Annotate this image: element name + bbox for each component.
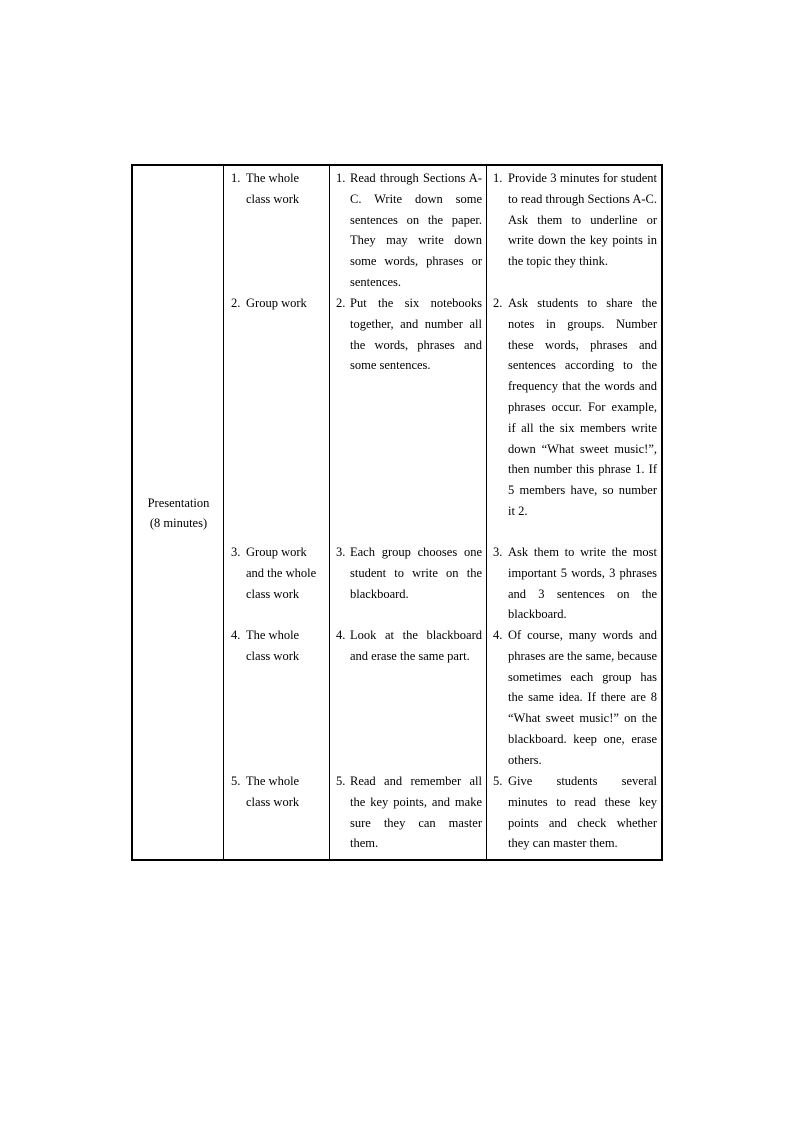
item-number: 4. xyxy=(231,628,241,642)
teacher-activity-cell xyxy=(493,168,657,272)
student-activity-text: Read and remember all the key points, and make sure they can master them. xyxy=(350,774,482,851)
student-activity-cell xyxy=(336,625,482,667)
student-activity-text: Put the six notebooks together, and number all the words, phrases and some sentences. xyxy=(350,296,482,373)
teacher-activity-cell xyxy=(493,625,657,771)
teacher-activity-cell xyxy=(493,542,657,625)
stage-duration: (8 minutes) xyxy=(149,516,208,530)
activity-mode-text: The whole class work xyxy=(246,774,300,809)
activity-mode-text: The whole class work xyxy=(246,171,300,206)
item-number: 5. xyxy=(493,774,503,788)
activity-mode-cell xyxy=(231,771,321,813)
item-number: 1. xyxy=(493,171,503,185)
item-number: 4. xyxy=(336,628,346,642)
teacher-activity-text: Give students several minutes to read these key points and check whether they can master them. xyxy=(508,774,657,851)
teacher-activity-text: Ask them to write the most important 5 words, 3 phrases and 3 sentences on the blackboard. xyxy=(508,545,657,622)
student-activity-text: Read through Sections A-C. Write down some sentences on the paper. They may write down some words, phrases or sentences. xyxy=(350,171,482,289)
teacher-activity-cell xyxy=(493,293,657,522)
student-activity-cell xyxy=(336,771,482,854)
item-number: 5. xyxy=(336,774,346,788)
item-number: 2. xyxy=(231,296,241,310)
item-number: 2. xyxy=(336,296,346,310)
activity-mode-text: Group work xyxy=(246,296,307,310)
item-number: 3. xyxy=(231,545,241,559)
activity-mode-cell xyxy=(231,625,321,667)
teacher-activity-cell xyxy=(493,771,657,854)
item-number: 3. xyxy=(336,545,346,559)
column-divider xyxy=(329,166,330,859)
activity-mode-cell xyxy=(231,293,321,314)
stage-name: Presentation xyxy=(147,496,210,510)
student-activity-text: Look at the blackboard and erase the same part. xyxy=(350,628,482,663)
activity-mode-text: The whole class work xyxy=(246,628,300,663)
lesson-plan-table xyxy=(131,164,663,861)
column-divider xyxy=(486,166,487,859)
teacher-activity-text: Of course, many words and phrases are the same, because sometimes each group has the same idea. If there are 8 “What sweet music!” on the blackboard. keep one, erase others. xyxy=(508,628,657,767)
item-number: 1. xyxy=(336,171,346,185)
item-number: 5. xyxy=(231,774,241,788)
teacher-activity-text: Provide 3 minutes for student to read through Sections A-C. Ask them to underline or write down the key points in the topic they think. xyxy=(508,171,657,269)
item-number: 4. xyxy=(493,628,503,642)
student-activity-cell xyxy=(336,293,482,376)
student-activity-cell xyxy=(336,542,482,604)
student-activity-text: Each group chooses one student to write on the blackboard. xyxy=(350,545,482,601)
activity-mode-cell xyxy=(231,168,321,210)
activity-mode-cell xyxy=(231,542,321,604)
item-number: 1. xyxy=(231,171,241,185)
item-number: 2. xyxy=(493,296,503,310)
activity-mode-text: Group work and the whole class work xyxy=(246,545,317,601)
stage-cell xyxy=(133,493,224,533)
teacher-activity-text: Ask students to share the notes in groups. Number these words, phrases and sentences according to the frequency that the words and phrases occur. For example, if all the six members write down “What sweet music!”, then number this phrase 1. If 5 members have, so number it 2. xyxy=(508,296,657,518)
item-number: 3. xyxy=(493,545,503,559)
student-activity-cell xyxy=(336,168,482,293)
